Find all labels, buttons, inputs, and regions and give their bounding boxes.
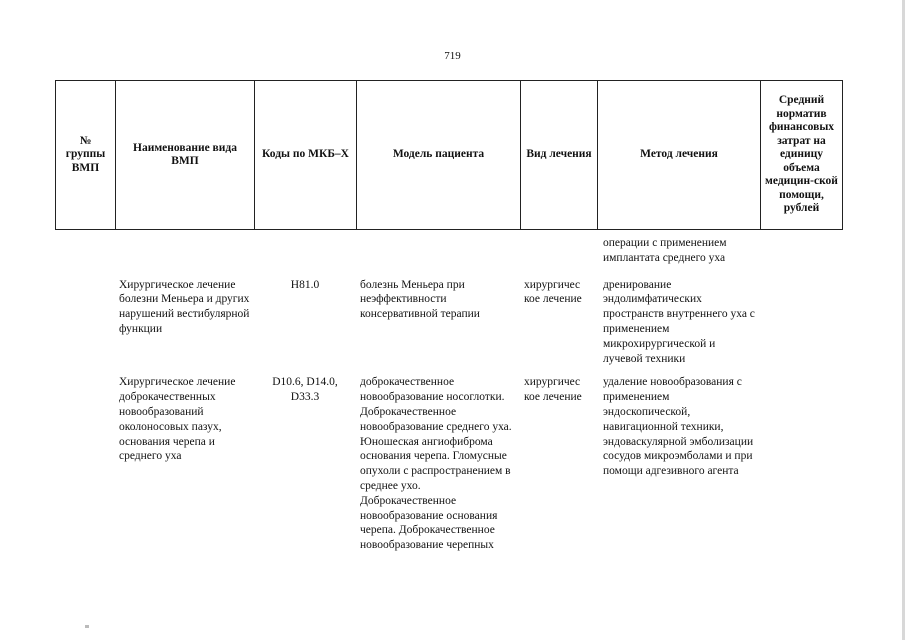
header-treatment-type: Вид лечения [521,81,598,230]
table-body [55,233,842,553]
cell-codes [254,233,356,278]
header-vmp-name: Наименование вида ВМП [116,81,255,230]
header-group-number: № группы ВМП [56,81,116,230]
cell-cost [760,375,842,553]
cell-type: хирургичес кое лечение [524,278,582,306]
cell-model: доброкачественное новообразование носоглотки. Доброкачественное новообразование среднего уха. Юношеская ангиофиброма основания черепа. Гломусные опухоли с распространением в среднее ухо. Доброкачественное новообразование основания черепа. Доброкачественное новообразование черепных [360,376,512,552]
cell-codes: D10.6, D14.0, D33.3 [272,376,338,404]
table-row [55,278,842,376]
header-patient-model: Модель пациента [357,81,521,230]
header-treatment-method: Метод лечения [598,81,761,230]
cell-codes: H81.0 [290,278,320,291]
cell-model [356,233,520,278]
cell-name: Хирургическое лечение доброкачественных новообразований околоносовых пазух, основания черепа и среднего уха [119,376,236,463]
table-header [55,80,843,230]
scan-mark [85,625,89,628]
cell-model: болезнь Меньера при неэффективности консервативной терапии [360,278,480,321]
cell-type: хирургичес кое лечение [524,376,582,404]
cell-method: удаление новообразования с применением эндоскопической, навигационной техники, эндоваскулярной эмболизации сосудов микроэмболами и при помощи адгезивного агента [603,376,754,478]
cell-group [55,375,115,553]
cell-method: дренирование эндолимфатических пространств внутреннего уха с применением микрохирургической и лучевой техники [603,278,755,365]
cell-name: Хирургическое лечение болезни Меньера и других нарушений вестибулярной функции [119,278,250,335]
cell-group [55,233,115,278]
cell-cost [760,278,842,376]
cell-method: операции с применением имплантата среднего уха [603,237,727,264]
table-row [55,375,842,553]
cell-cost [760,233,842,278]
header-average-cost: Средний норматив финансовых затрат на единицу объема медицин-ской помощи, рублей [761,81,843,230]
header-icd-codes: Коды по МКБ–Х [255,81,357,230]
cell-type [520,233,597,278]
cell-name [115,233,254,278]
table-row [55,233,842,278]
cell-group [55,278,115,376]
page-number: 719 [444,50,461,62]
